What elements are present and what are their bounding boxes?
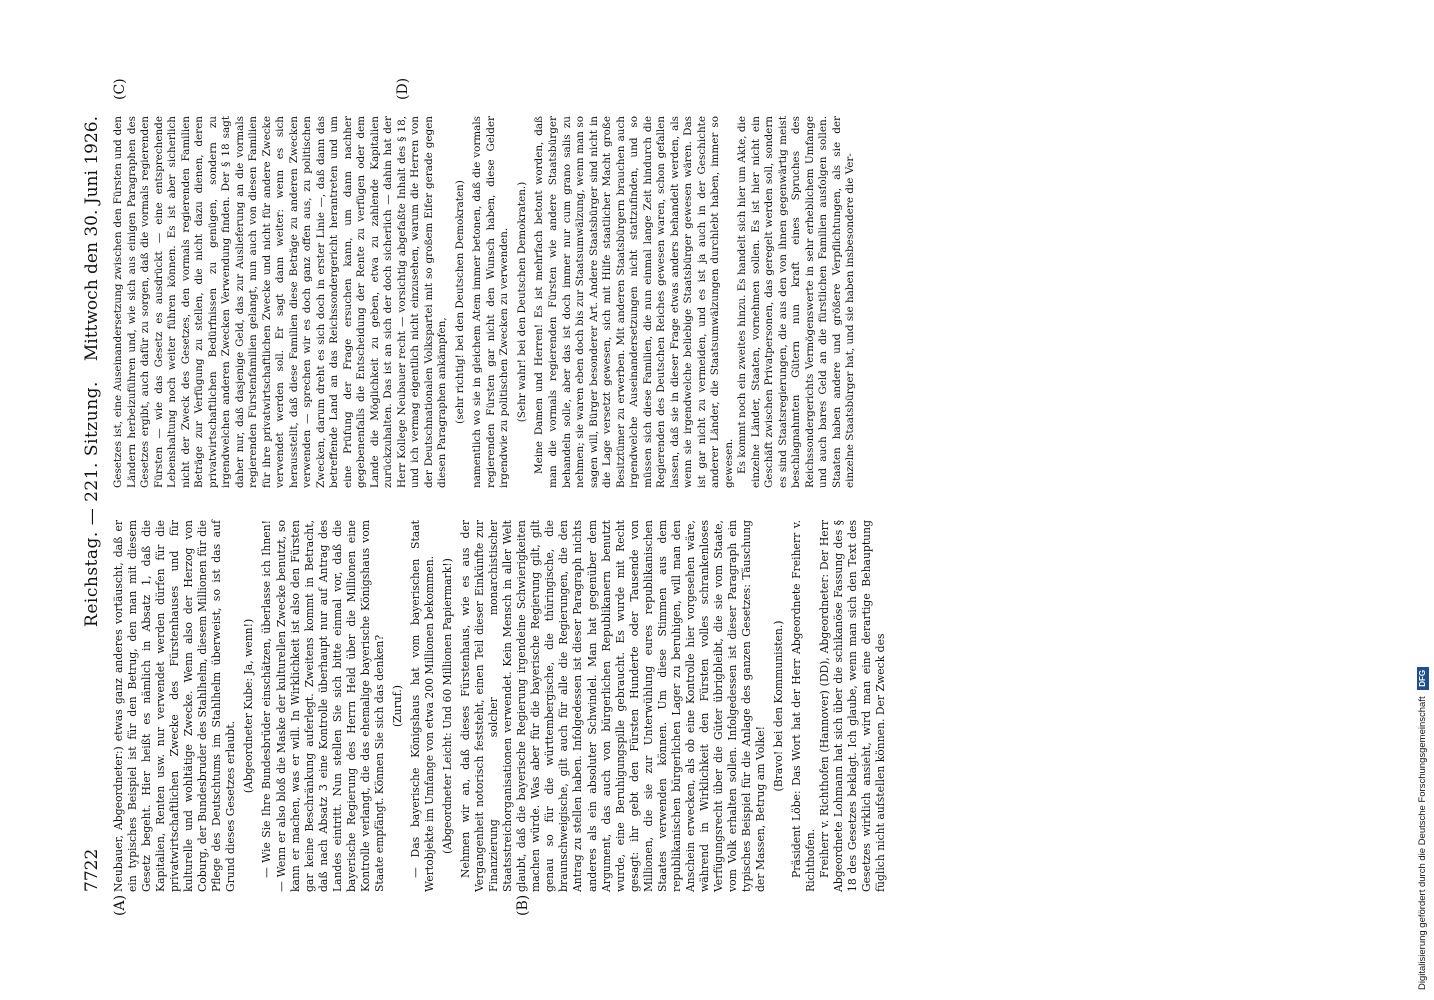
margin-letter-b: (B) <box>515 894 531 916</box>
paragraph: Gesetzes ist, eine Auseinandersetzung zwischen den Fürsten und den Ländern herbeizuführen und, wie sich aus einigen Paragraphen des Gesetzes ergibt, auch dafür zu sorgen, daß die vormals regierenden Fürsten — wie das Gesetz es ausdrückt — eine entsprechende Lebenshaltung noch weiter führen können. Es ist aber sicherlich nicht der Zweck des Gesetzes, den vormals regierenden Familien Beträge zur Verfügung zu stellen, die nicht dazu dienen, deren privatwirtschaftlichen Bedürfnissen zu genügen, sondern zu irgendwelchen anderen Zwecken Verwendung finden. Der § 18 sagt daher nur, daß dasjenige Geld, das zur Auslieferung an die vormals regierenden Fürstenfamilien gelangt, nun auch von diesen Familien für ihre privatwirtschaftlichen Zwecke und nicht für andere Zwecke verwendet werden soll. Er sagt dann weiter: wenn es sich herausstellt, daß diese Familien diese Beträge zu anderen Zwecken verwenden — sprechen wir es doch ganz offen aus, zu politischen Zwecken, darum dreht es sich doch in erster Linie —, daß dann das betreffende Land an das Reichssondergericht herantreten und um eine Prüfung der Frage ersuchen kann, um dann nachher gegebenenfalls die Entscheidung der Rente zu verfügen oder dem Lande die Möglichkeit zu geben, etwa zu zahlende Kapitalien zurückzuhalten. Das ist an sich der doch sicherlich — dahin hat der Herr Kollege Neubauer recht — vorsichtig abgefaßte Inhalt des § 18, und ich vermag eigentlich nicht einzusehen, warum die Herren von der Deutschnationalen Volkspartei mit so großem Eifer gerade gegen diesen Paragraphen ankämpfen, <box>112 116 449 488</box>
digitization-colophon <box>1412 8 1430 998</box>
page-header <box>82 116 110 892</box>
margin-letter-a: (A) <box>112 894 128 916</box>
left-column <box>112 520 888 892</box>
speaker-paragraph: Präsident Löbe: Das Wort hat der Herr Abgeordnete Freiherr v. Richthofen. <box>790 520 818 892</box>
paragraph: — Wie Sie Ihre Bundesbrüder einschätzen, überlasse ich Ihnen! — Wenn er also bloß die Maske der kulturellen Zwecke benutzt, so kann er machen, was er will. In Wirklichkeit ist also den Fürsten gar keine Beschränkung auferlegt. Zweitens kommt in Betracht, daß nach Absatz 3 eine Kontrolle überhaupt nur auf Antrag des Landes eintritt. Nun stellen Sie sich bitte einmal vor, daß die bayerische Regierung des Herrn Held über die Millionen eine Kontrolle verlangt, die das ehemalige bayerische Königshaus vom Staate empfängt. Können Sie sich das denken? <box>260 520 386 892</box>
paragraph: Es kommt noch ein zweites hinzu. Es handelt sich hier um Akte, die einzelne Länder, Staaten, vornehmen sollen. Es ist hier nicht ein Geschäft zwischen Privatpersonen, das geregelt werden soll, sondern es sind Staatsregierungen, die aus den von ihnen gegenwärtig meist beschlagnahmten Gütern nun kraft eines Spruches des Reichssondergerichts Vermögenswerte in sehr erheblichem Umfange und auch bares Geld an die fürstlichen Familien ausfolgen sollen. Staaten haben andere und größere Verpflichtungen, als sie der einzelne Staatsbürger hat, und sie haben insbesondere die Ver- <box>736 116 857 488</box>
running-title: Reichstag. — 221. Sitzung. <box>82 381 102 627</box>
interjection: (Sehr wahr! bei den Deutschen Demokraten.) <box>515 181 528 423</box>
margin-letter-d: (D) <box>395 77 411 100</box>
paragraph: Meine Damen und Herren! Es ist mehrfach betont worden, daß man die vormals regierenden Fürsten wie andere Staatsbürger behandeln solle, aber das ist doch immer nur cum grano salis zu nehmen; sie waren eben doch bis zur Staatsumwälzung, wenn man so sagen will, Bürger besonderer Art. Andere Staatsbürger sind nicht in die Lage versetzt gewesen, sich mit Hilfe staatlicher Macht große Besitztümer zu erwerben. Mit anderen Staatsbürgern brauchen auch irgendwelche Auseinandersetzungen nicht stattzufinden, und so müssen sich diese Familien, die nun einmal lange Zeit hindurch die Regierenden des Deutschen Reiches gewesen waren, schon gefallen lassen, daß sie in dieser Frage etwas anders behandelt werden, als wenn sie irgendwelche beliebige Staatsbürger gewesen wären. Das ist gar nicht zu vermeiden, und es ist ja auch in der Geschichte anderer Länder, die Staatsumwälzungen durchlebt haben, immer so gewesen. <box>533 116 735 488</box>
paragraph: — Das bayerische Königshaus hat vom bayerischen Staat Wertobjekte im Umfange von etwa 200 Millionen bekommen. <box>408 520 436 892</box>
interjection: (Bravo! bei den Kommunisten.) <box>772 620 786 792</box>
header-date: Mittwoch den 30. Juni 1926. <box>82 116 102 362</box>
paragraph: Neubauer, Abgeordneter:) etwas ganz anderes vortäuscht, daß er ein typisches Beispiel ist für den Betrug, den man mit diesem Gesetz begeht. Hier heißt es nämlich in Absatz 1, daß die Kapitalien, Renten usw. nur verwendet werden dürfen für die privatwirtschaftlichen Zwecke des Fürstenhauses und für kulturelle und wohltätige Zwecke. Wenn also der Herzog von Coburg, der Bundesbruder des Stahlhelm, diesem Millionen für die Pflege des Deutschtums im Stahlhelm überweist, so ist das auf Grund dieses Gesetzes erlaubt. <box>112 520 238 892</box>
paragraph: namentlich wo sie in gleichem Atem immer betonen, daß die vormals regierenden Fürsten gar nicht den Wunsch haben, diese Gelder irgendwie zu politischen Zwecken zu verwenden. <box>471 116 511 488</box>
interjection: (sehr richtig! bei den Deutschen Demokraten) <box>453 180 466 424</box>
interjection: (Abgeordneter Leicht: Und 60 Millionen Papiermark!) <box>441 558 455 854</box>
interjection: (Zuruf.) <box>390 684 404 728</box>
speaker-paragraph: Freiherr v. Richthofen (Hannover) (DD), Abgeordneter: Der Herr Abgeordnete Lohmann hat sich über die schikanöse Fassung des § 18 des Gesetzes beklagt. Ich glaube, wenn man sich den Text des Gesetzes wirklich ansieht, wird man eine derartige Behauptung füglich nicht aufstellen können. Der Zweck des <box>818 520 888 892</box>
colophon-text: Digitalisierung gefördert durch die Deutsche Forschungsgemeinschaft <box>1417 696 1428 990</box>
right-column <box>112 116 858 488</box>
margin-letter-c: (C) <box>112 78 128 100</box>
page-number: 7722 <box>82 848 102 892</box>
dfg-logo: DFG <box>1417 667 1429 690</box>
interjection: (Abgeordneter Kube: Ja, wenn!) <box>242 618 256 794</box>
paragraph: Nehmen wir an, daß dieses Fürstenhaus, wie es aus der Vergangenheit notorisch feststeht, einen Teil dieser Einkünfte zur Finanzierung solcher monarchistischer Staatsstreichorganisationen verwendet. Kein Mensch in aller Welt glaubt, daß die bayerische Regierung irgendeine Schwierigkeiten machen würde. Was aber für die bayerische Regierung gilt, gilt genau so für die württembergische, die thüringische, die braunschweigische, gilt auch für alle die Regierungen, die den Antrag zu stellen haben. Infolgedessen ist dieser Paragraph nichts anderes als ein absoluter Schwindel. Man hat gegenüber dem Argument, das auch von bürgerlichen Republikanern benutzt wurde, eine Beruhigungspille gebraucht. Es wurde mit Recht gesagt: ihr gebt den Fürsten Hunderte oder Tausende von Millionen, die sie zur Unterwühlung eures republikanischen Staates verwenden können. Um diese Stimmen aus dem republikanischen bürgerlichen Lager zu beruhigen, will man den Anschein erwecken, als ob eine Kontrolle hier vorgesehen wäre, während in Wirklichkeit den Fürsten volles schrankenloses Verfügungsrecht über die Güter übrigbleibt, die sie vom Staate, vom Volk erhalten sollen. Infolgedessen ist dieser Paragraph ein typisches Beispiel für die Anlage des ganzen Gesetzes: Täuschung der Massen, Betrug am Volke! <box>459 520 768 892</box>
